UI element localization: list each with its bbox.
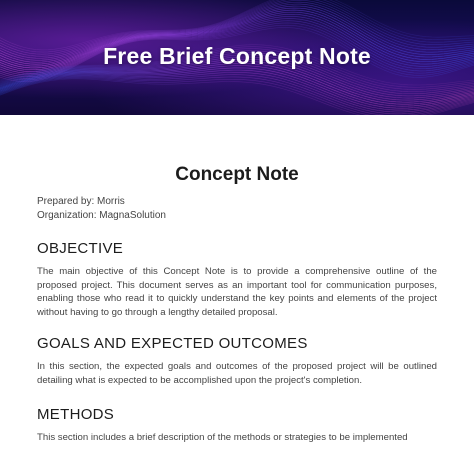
prepared-by-line: Prepared by: Morris [37, 196, 125, 207]
wave-line [0, 78, 474, 115]
section-heading-methods: METHODS [37, 405, 115, 423]
section-objective [37, 239, 437, 319]
document-title: Concept Note [175, 164, 299, 185]
document-meta [37, 195, 437, 223]
section-heading-objective: OBJECTIVE [37, 240, 124, 257]
document-content [37, 115, 437, 444]
section-heading-goals: GOALS AND EXPECTED OUTCOMES [37, 335, 308, 353]
header-banner [0, 0, 474, 115]
section-body-goals: In this section, the expected goals and outcomes of the proposed project will be outlined detailing what is expected to be accomplished upon the project's completion. [37, 361, 437, 386]
section-methods [37, 405, 437, 445]
organization-line: Organization: MagnaSolution [37, 210, 166, 221]
section-body-objective: The main objective of this Concept Note is to provide a comprehensive outline of the proposed project. This document serves as an important tool for communication purposes, enabling those who read it to quickly understand the key points and elements of the project without having to go through a lengthy detailed proposal. [37, 266, 437, 318]
section-body-methods: This section includes a brief description of the methods or strategies to be implemented [37, 431, 408, 443]
section-goals [37, 334, 437, 387]
banner-title: Free Brief Concept Note [103, 43, 371, 69]
